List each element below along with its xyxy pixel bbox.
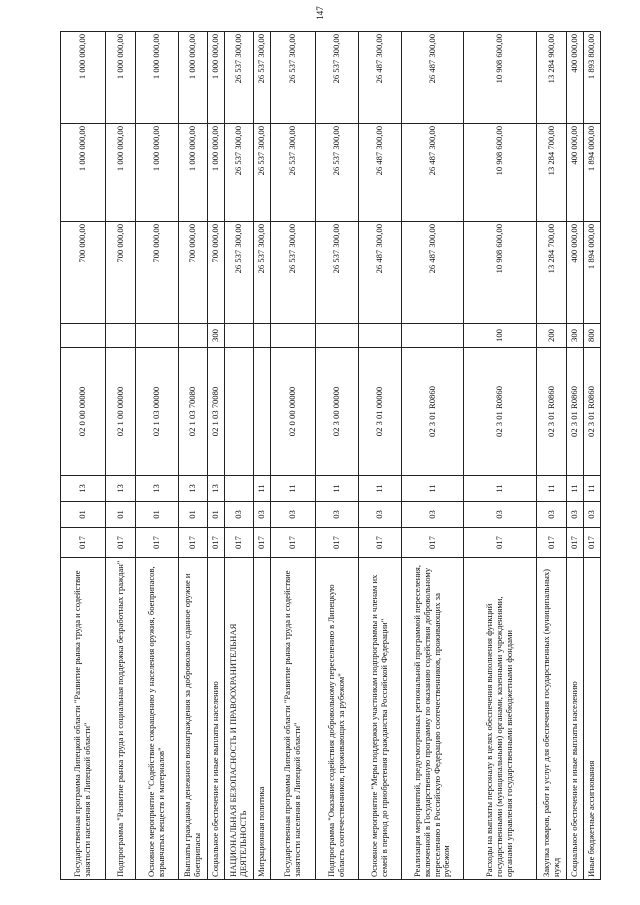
- cell-name: Социальное обеспечение и иные выплаты населению: [567, 558, 584, 880]
- cell-section: 03: [464, 502, 537, 528]
- cell-amount-3: 1 000 000,00: [61, 32, 106, 124]
- cell-expense-type: [254, 324, 271, 348]
- cell-amount-2: 13 284 700,00: [537, 124, 567, 222]
- table-row: [106, 32, 136, 880]
- cell-target-article: 02 1 03 00000: [136, 348, 179, 476]
- cell-name: Социальное обеспечение и иные выплаты населению: [208, 558, 225, 880]
- cell-name: НАЦИОНАЛЬНАЯ БЕЗОПАСНОСТЬ И ПРАВООХРАНИТЕЛЬНАЯ ДЕЯТЕЛЬНОСТЬ: [225, 558, 254, 880]
- cell-admin-code: 017: [179, 528, 208, 558]
- cell-amount-2: 1 000 000,00: [179, 124, 208, 222]
- document-body: [60, 32, 597, 880]
- table-row: [316, 32, 359, 880]
- cell-amount-3: 26 487 300,00: [402, 32, 464, 124]
- table-container: [60, 32, 597, 880]
- table-row: [254, 32, 271, 880]
- cell-amount-1: 700 000,00: [208, 222, 225, 324]
- cell-admin-code: 017: [208, 528, 225, 558]
- cell-section: 01: [106, 502, 136, 528]
- cell-admin-code: 017: [584, 528, 601, 558]
- cell-subsection: 13: [61, 476, 106, 502]
- cell-subsection: 11: [254, 476, 271, 502]
- cell-name: Миграционная политика: [254, 558, 271, 880]
- table-body: [61, 32, 601, 880]
- cell-expense-type: [225, 324, 254, 348]
- cell-amount-3: 26 537 300,00: [225, 32, 254, 124]
- cell-name: Основное мероприятие "Содействие сокращению у населения оружия, боеприпасов, взрывчатых веществ и материалов": [136, 558, 179, 880]
- cell-amount-1: 700 000,00: [179, 222, 208, 324]
- cell-name: Иные бюджетные ассигнования: [584, 558, 601, 880]
- cell-section: 03: [316, 502, 359, 528]
- cell-target-article: 02 3 01 R0860: [584, 348, 601, 476]
- table-row: [61, 32, 106, 880]
- cell-section: 03: [225, 502, 254, 528]
- cell-section: 01: [61, 502, 106, 528]
- cell-subsection: 11: [271, 476, 316, 502]
- cell-name: Основное мероприятие "Меры поддержки участникам подпрограммы и членам их семей в период до приобретения гражданства Российской Федерации": [359, 558, 402, 880]
- cell-amount-1: 13 284 700,00: [537, 222, 567, 324]
- cell-amount-1: 700 000,00: [136, 222, 179, 324]
- table-row: [567, 32, 584, 880]
- cell-expense-type: 300: [567, 324, 584, 348]
- cell-admin-code: 017: [402, 528, 464, 558]
- cell-section: 03: [254, 502, 271, 528]
- cell-expense-type: 200: [537, 324, 567, 348]
- cell-section: 01: [208, 502, 225, 528]
- cell-section: 03: [567, 502, 584, 528]
- cell-amount-2: 1 000 000,00: [106, 124, 136, 222]
- cell-amount-3: 1 000 000,00: [179, 32, 208, 124]
- cell-target-article: 02 3 01 R0860: [464, 348, 537, 476]
- cell-amount-1: 26 537 300,00: [225, 222, 254, 324]
- cell-target-article: 02 3 01 R0860: [567, 348, 584, 476]
- cell-target-article: 02 1 03 70080: [179, 348, 208, 476]
- cell-amount-1: 26 487 300,00: [402, 222, 464, 324]
- cell-amount-2: 1 000 000,00: [61, 124, 106, 222]
- cell-amount-1: 26 537 300,00: [271, 222, 316, 324]
- cell-admin-code: 017: [225, 528, 254, 558]
- cell-subsection: [225, 476, 254, 502]
- cell-name: Расходы на выплаты персоналу в целях обеспечения выполнения функций государственными (муниципальными) органами, казенными учреждениями, органами управления государственными внебюджетными фондами: [464, 558, 537, 880]
- cell-amount-3: 26 537 300,00: [316, 32, 359, 124]
- budget-table: [60, 31, 601, 880]
- cell-amount-3: 10 908 600,00: [464, 32, 537, 124]
- table-row: [179, 32, 208, 880]
- cell-target-article: [254, 348, 271, 476]
- cell-amount-1: 400 000,00: [567, 222, 584, 324]
- cell-amount-3: 26 537 300,00: [271, 32, 316, 124]
- cell-subsection: 11: [464, 476, 537, 502]
- cell-amount-3: 13 284 900,00: [537, 32, 567, 124]
- cell-admin-code: 017: [106, 528, 136, 558]
- table-row: [537, 32, 567, 880]
- cell-target-article: 02 1 00 00000: [106, 348, 136, 476]
- cell-name: Реализация мероприятий, предусмотренных региональной программой переселения, включенной в Государственную программу по оказанию содействия добровольному переселению в Российскую Федерацию соотечественников, проживающих за рубежом: [402, 558, 464, 880]
- cell-amount-1: 26 537 300,00: [316, 222, 359, 324]
- cell-section: 01: [179, 502, 208, 528]
- cell-target-article: 02 0 00 00000: [61, 348, 106, 476]
- cell-amount-3: 26 537 300,00: [254, 32, 271, 124]
- cell-amount-2: 1 894 000,00: [584, 124, 601, 222]
- cell-target-article: 02 1 03 70080: [208, 348, 225, 476]
- cell-subsection: 11: [359, 476, 402, 502]
- table-row: [136, 32, 179, 880]
- table-row: [464, 32, 537, 880]
- cell-amount-3: 1 000 000,00: [136, 32, 179, 124]
- cell-admin-code: 017: [254, 528, 271, 558]
- cell-section: 01: [136, 502, 179, 528]
- cell-section: 03: [359, 502, 402, 528]
- cell-expense-type: [359, 324, 402, 348]
- cell-admin-code: 017: [537, 528, 567, 558]
- cell-expense-type: [271, 324, 316, 348]
- cell-amount-3: 1 893 800,00: [584, 32, 601, 124]
- cell-expense-type: 100: [464, 324, 537, 348]
- cell-expense-type: 300: [208, 324, 225, 348]
- cell-target-article: 02 3 01 R0860: [402, 348, 464, 476]
- cell-section: 03: [537, 502, 567, 528]
- cell-amount-1: 1 894 000,00: [584, 222, 601, 324]
- table-row: [359, 32, 402, 880]
- cell-amount-2: 26 537 300,00: [254, 124, 271, 222]
- cell-admin-code: 017: [136, 528, 179, 558]
- cell-section: 03: [584, 502, 601, 528]
- table-row: [271, 32, 316, 880]
- cell-expense-type: [61, 324, 106, 348]
- cell-amount-2: 26 537 300,00: [225, 124, 254, 222]
- cell-expense-type: [316, 324, 359, 348]
- cell-amount-2: 400 000,00: [567, 124, 584, 222]
- cell-subsection: 11: [537, 476, 567, 502]
- cell-target-article: 02 0 00 00000: [271, 348, 316, 476]
- cell-amount-3: 1 000 000,00: [106, 32, 136, 124]
- cell-name: Подпрограмма "Оказание содействия добровольному переселению в Липецкую область соотечественников, проживающих за рубежом": [316, 558, 359, 880]
- cell-name: Государственная программа Липецкой области "Развитие рынка труда и содействие занятости населения в Липецкой области": [61, 558, 106, 880]
- cell-subsection: 11: [316, 476, 359, 502]
- cell-target-article: 02 3 01 R0860: [537, 348, 567, 476]
- cell-amount-3: 1 000 000,00: [208, 32, 225, 124]
- cell-amount-2: 26 537 300,00: [271, 124, 316, 222]
- cell-section: 03: [402, 502, 464, 528]
- cell-amount-2: 26 537 300,00: [316, 124, 359, 222]
- table-row: [584, 32, 601, 880]
- cell-subsection: 13: [106, 476, 136, 502]
- cell-amount-1: 26 487 300,00: [359, 222, 402, 324]
- cell-admin-code: 017: [359, 528, 402, 558]
- cell-section: 03: [271, 502, 316, 528]
- cell-amount-1: 700 000,00: [61, 222, 106, 324]
- cell-amount-1: 26 537 300,00: [254, 222, 271, 324]
- cell-admin-code: 017: [567, 528, 584, 558]
- cell-subsection: 11: [584, 476, 601, 502]
- cell-admin-code: 017: [316, 528, 359, 558]
- cell-admin-code: 017: [464, 528, 537, 558]
- cell-target-article: 02 3 01 00000: [359, 348, 402, 476]
- cell-expense-type: 800: [584, 324, 601, 348]
- cell-amount-3: 400 000,00: [567, 32, 584, 124]
- cell-subsection: 11: [567, 476, 584, 502]
- cell-amount-2: 1 000 000,00: [136, 124, 179, 222]
- cell-amount-2: 10 908 600,00: [464, 124, 537, 222]
- cell-subsection: 13: [208, 476, 225, 502]
- cell-name: Выплаты гражданам денежного вознаграждения за добровольно сданное оружие и боеприпасы: [179, 558, 208, 880]
- table-row: [225, 32, 254, 880]
- cell-name: Подпрограмма "Развитие рынка труда и социальная поддержка безработных граждан": [106, 558, 136, 880]
- cell-subsection: 11: [402, 476, 464, 502]
- cell-target-article: [225, 348, 254, 476]
- cell-subsection: 13: [179, 476, 208, 502]
- cell-expense-type: [179, 324, 208, 348]
- cell-amount-2: 26 487 300,00: [359, 124, 402, 222]
- cell-expense-type: [402, 324, 464, 348]
- cell-expense-type: [106, 324, 136, 348]
- page-number: 147: [315, 6, 325, 20]
- cell-name: Государственная программа Липецкой области "Развитие рынка труда и содействие занятости населения в Липецкой области": [271, 558, 316, 880]
- cell-amount-2: 1 000 000,00: [208, 124, 225, 222]
- table-row: [402, 32, 464, 880]
- cell-expense-type: [136, 324, 179, 348]
- cell-target-article: 02 3 00 00000: [316, 348, 359, 476]
- cell-subsection: 13: [136, 476, 179, 502]
- table-row: [208, 32, 225, 880]
- cell-admin-code: 017: [61, 528, 106, 558]
- cell-admin-code: 017: [271, 528, 316, 558]
- cell-amount-3: 26 487 300,00: [359, 32, 402, 124]
- cell-amount-1: 10 908 600,00: [464, 222, 537, 324]
- cell-amount-2: 26 487 300,00: [402, 124, 464, 222]
- cell-name: Закупка товаров, работ и услуг для обеспечения государственных (муниципальных) нужд: [537, 558, 567, 880]
- cell-amount-1: 700 000,00: [106, 222, 136, 324]
